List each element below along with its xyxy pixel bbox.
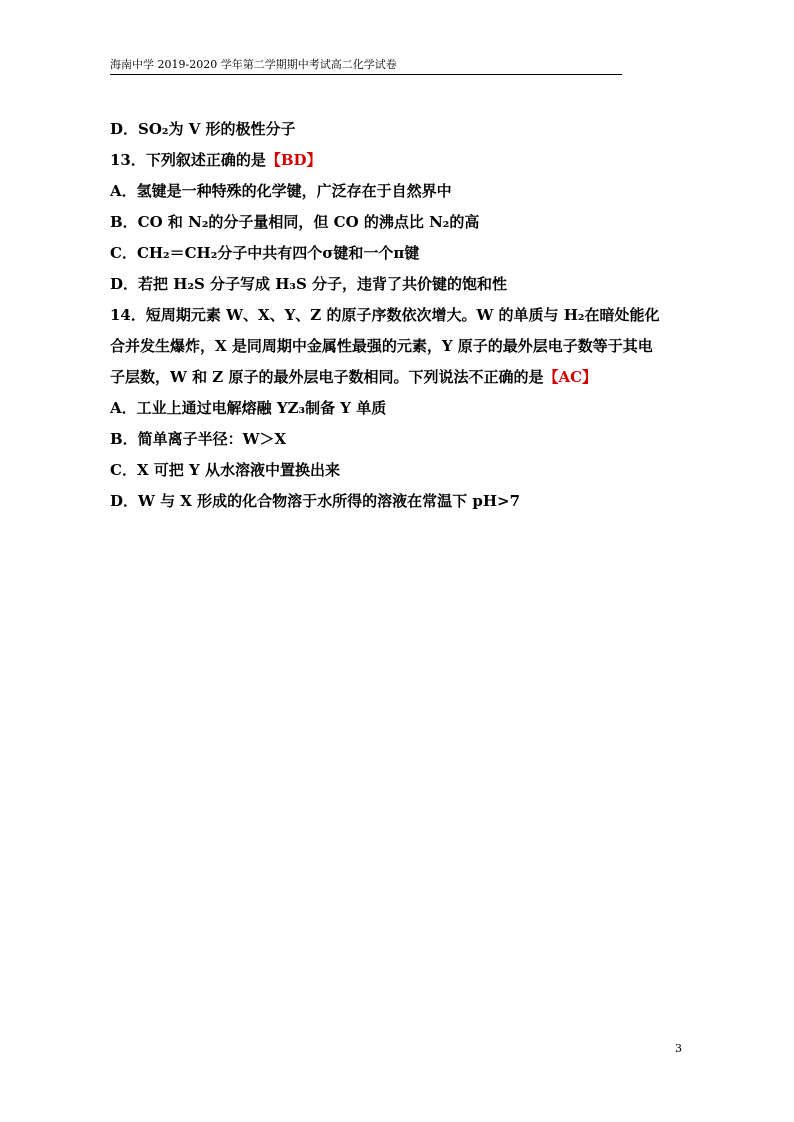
q12-option-d: D．SO₂为 V 形的极性分子 — [110, 120, 296, 138]
question-content — [110, 114, 690, 517]
q13-option-b: B．CO 和 N₂的分子量相同，但 CO 的沸点比 N₂的高 — [110, 213, 480, 231]
q13-option-d: D．若把 H₂S 分子写成 H₃S 分子，违背了共价键的饱和性 — [110, 275, 508, 293]
page-header: 海南中学 2019-2020 学年第二学期期中考试高二化学试卷 — [110, 58, 622, 75]
q13-option-c: C．CH₂＝CH₂分子中共有四个σ键和一个π键 — [110, 244, 420, 262]
q14-option-a: A．工业上通过电解熔融 YZ₃制备 Y 单质 — [110, 399, 387, 417]
q14-option-c: C．X 可把 Y 从水溶液中置换出来 — [110, 461, 340, 479]
q14-stem-line-2: 合并发生爆炸，X 是同周期中金属性最强的元素，Y 原子的最外层电子数等于其电 — [110, 337, 653, 355]
q13-stem — [110, 145, 690, 176]
q14-stem-line-3-text: 子层数，W 和 Z 原子的最外层电子数相同。下列说法不正确的是 — [110, 368, 544, 386]
q13-stem-text: 13．下列叙述正确的是 — [110, 151, 266, 169]
q14-answer: 【AC】 — [543, 368, 598, 386]
q13-answer: 【BD】 — [265, 151, 322, 169]
page-number: 3 — [675, 1042, 682, 1055]
q14-option-d: D．W 与 X 形成的化合物溶于水所得的溶液在常温下 pH>7 — [110, 492, 521, 510]
q14-stem-line-1: 14．短周期元素 W、X、Y、Z 的原子序数依次增大。W 的单质与 H₂在暗处能化 — [110, 306, 660, 324]
q14-option-b: B．简单离子半径：W＞X — [110, 430, 287, 448]
q14-stem-line-3 — [110, 362, 690, 393]
q13-option-a: A．氢键是一种特殊的化学键，广泛存在于自然界中 — [110, 182, 452, 200]
